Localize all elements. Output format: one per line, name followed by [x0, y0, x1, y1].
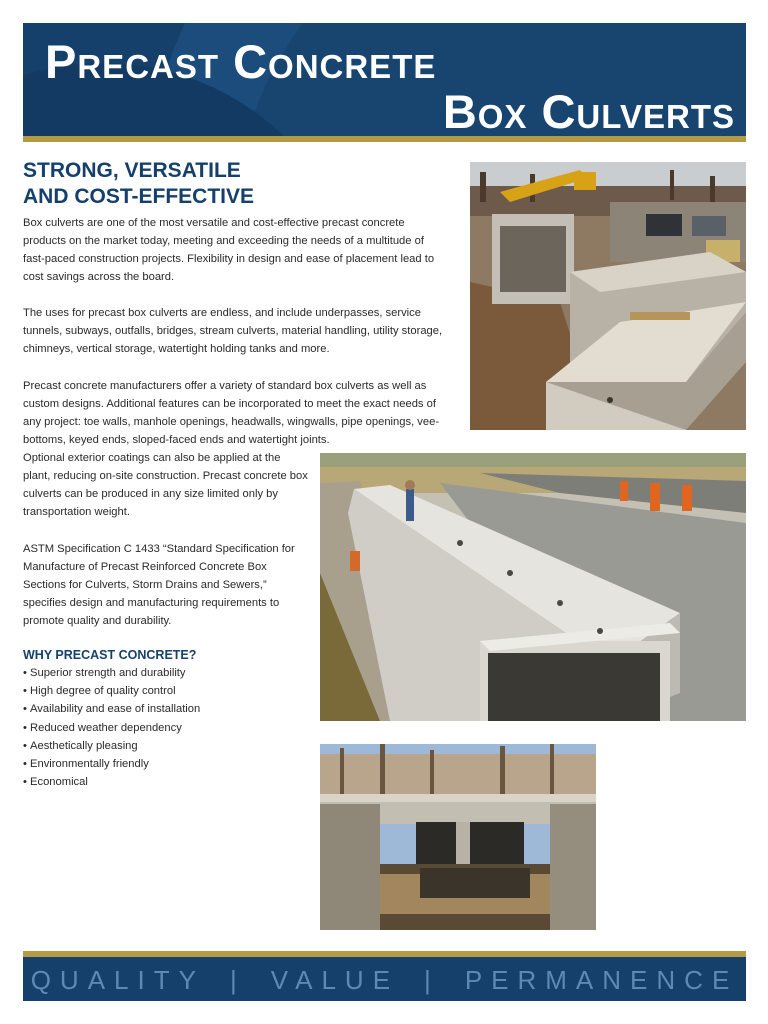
header-banner	[23, 23, 746, 136]
list-item: • Superior strength and durability	[23, 664, 308, 682]
coatings-paragraph: Optional exterior coatings can also be applied at the plant, reducing on-site construction. Precast concrete box culverts can be produced in any size limited only by transportation weight.	[23, 452, 308, 519]
section-headline	[23, 158, 313, 210]
photo-culvert-bridge	[320, 744, 596, 930]
tagline-word-quality: QUALITY	[30, 965, 205, 995]
list-item: • Availability and ease of installation	[23, 700, 308, 718]
astm-paragraph: ASTM Specification C 1433 “Standard Specification for Manufacture of Precast Reinforced Concrete Box Sections for Culverts, Storm Drains and Sewers,” specifies design and manufacturing requirements to promote quality and durability.	[23, 543, 295, 628]
title-line-2: Box Culverts	[442, 85, 735, 136]
footer-tagline	[23, 966, 746, 994]
tagline-word-permanence: PERMANENCE	[464, 965, 739, 995]
page-title	[45, 37, 735, 136]
list-item: • Economical	[23, 773, 308, 791]
list-item: • Reduced weather dependency	[23, 719, 308, 737]
why-precast-heading: WHY PRECAST CONCRETE?	[23, 648, 197, 662]
photo-culvert-installation	[320, 453, 746, 721]
intro-paragraph: Box culverts are one of the most versatile and cost-effective precast concrete products on the market today, meeting and exceeding the needs of a multitude of fast-paced construction projects. Flexibility in design and ease of placement lead to cost savings across the board.	[23, 217, 435, 284]
tagline-separator: |	[424, 965, 431, 995]
footer-banner	[23, 957, 746, 1001]
photo-excavation-site	[470, 162, 746, 430]
headline-line-1: STRONG, VERSATILE	[23, 159, 241, 182]
list-item: • High degree of quality control	[23, 682, 308, 700]
uses-paragraph: The uses for precast box culverts are endless, and include underpasses, service tunnels, subways, outfalls, bridges, stream culverts, material handling, utility storage, chimneys, vertical storage, watertight holding tanks and more.	[23, 307, 443, 356]
tagline-word-value: VALUE	[270, 965, 400, 995]
list-item: • Environmentally friendly	[23, 755, 308, 773]
tagline-separator: |	[229, 965, 237, 995]
list-item: • Aesthetically pleasing	[23, 737, 308, 755]
title-line-1: Precast Concrete	[45, 35, 437, 88]
benefits-list	[23, 664, 308, 791]
top-gold-divider	[23, 136, 746, 142]
headline-line-2: AND COST-EFFECTIVE	[23, 185, 255, 208]
features-paragraph: Precast concrete manufacturers offer a variety of standard box culverts as well as custom designs. Additional features can be incorporated to meet the exact needs of any project: toe walls, manhole openings, headwalls, wingwalls, pipe openings, vee-bottoms, keyed ends, sloped-faced ends and watertight joints.	[23, 380, 440, 447]
